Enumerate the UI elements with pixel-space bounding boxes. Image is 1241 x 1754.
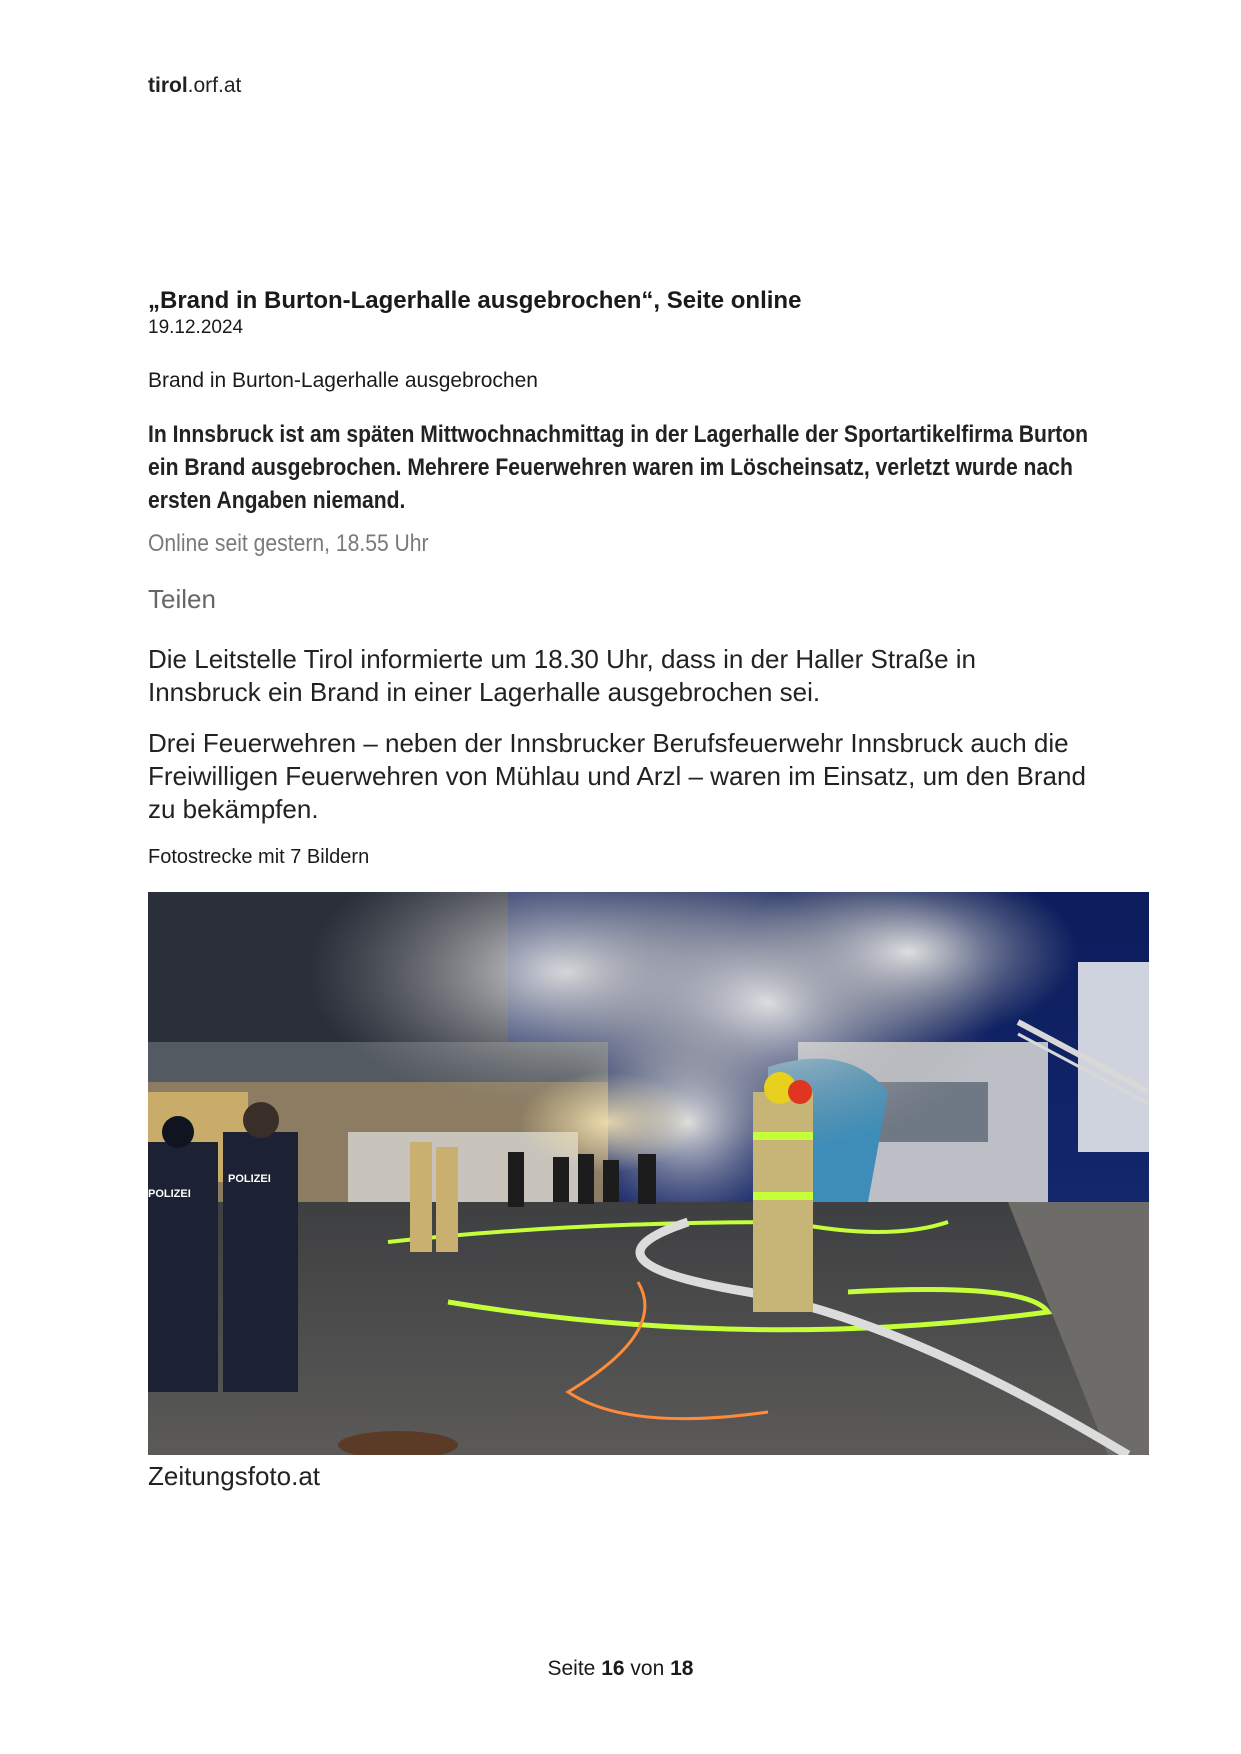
page-number bbox=[0, 1657, 1241, 1681]
police-label: POLIZEI bbox=[228, 1173, 271, 1185]
police-label-partial: POLIZEI bbox=[148, 1188, 191, 1200]
brand-domain: .orf.at bbox=[187, 74, 242, 97]
page-of: von bbox=[630, 1657, 665, 1680]
article-lead: In Innsbruck ist am späten Mittwochnachmittag in der Lagerhalle der Sportartikelfirma Burton ein Brand ausgebrochen. Mehrere Feuerwehren waren im Löscheinsatz, verletzt wurde nach ersten Angaben niemand. bbox=[148, 421, 1089, 514]
share-label: Teilen bbox=[148, 584, 216, 614]
article-date: 19.12.2024 bbox=[148, 317, 244, 338]
photo-credit: Zeitungsfoto.at bbox=[148, 1461, 320, 1491]
article-paragraph: Drei Feuerwehren – neben der Innsbrucker Berufsfeuerwehr Innsbruck auch die Freiwilligen Feuerwehren von Mühlau und Arzl – waren im Einsatz, um den Brand zu bekämpfen. bbox=[148, 728, 1086, 824]
article-headline: „Brand in Burton-Lagerhalle ausgebrochen“, Seite online bbox=[148, 287, 802, 314]
article-subheadline: Brand in Burton-Lagerhalle ausgebrochen bbox=[148, 369, 538, 392]
article bbox=[148, 286, 1148, 1493]
article-paragraph: Die Leitstelle Tirol informierte um 18.30 Uhr, dass in der Haller Straße in Innsbruck ein Brand in einer Lagerhalle ausgebrochen sei. bbox=[148, 644, 977, 707]
site-brand bbox=[148, 74, 241, 98]
brand-bold: tirol bbox=[148, 74, 188, 97]
online-since: Online seit gestern, 18.55 Uhr bbox=[148, 530, 429, 557]
fire-scene-photo bbox=[148, 892, 1149, 1455]
gallery-label: Fotostrecke mit 7 Bildern bbox=[148, 846, 370, 868]
page-word: Seite bbox=[547, 1657, 596, 1680]
page-current: 16 bbox=[601, 1657, 625, 1680]
page-total: 18 bbox=[670, 1657, 694, 1680]
